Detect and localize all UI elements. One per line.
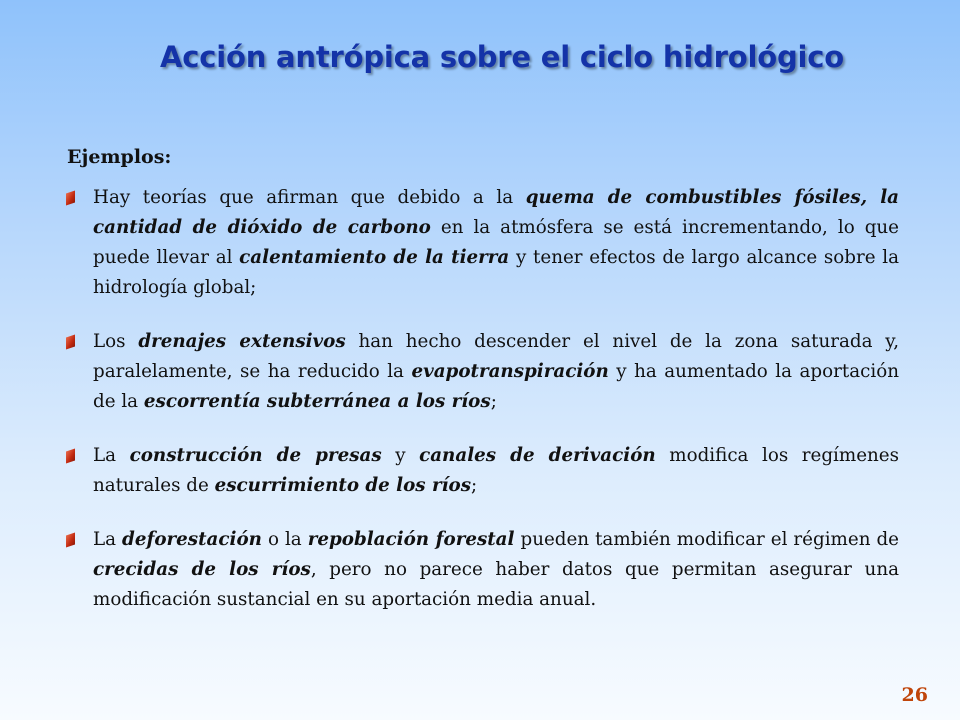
plain-text: ; xyxy=(490,391,497,412)
plain-text: ; xyxy=(471,475,478,496)
emphasis-text: repoblación forestal xyxy=(307,529,515,550)
bullet-item xyxy=(66,441,899,501)
emphasis-text: deforestación xyxy=(122,529,262,550)
emphasis-text: evapotranspiración xyxy=(411,361,609,382)
plain-text: , pero no parece haber datos que permitan asegurar una modificación sustancial en su aportación media anual. xyxy=(93,559,899,610)
emphasis-text: crecidas de los ríos xyxy=(93,559,311,580)
bullet-text xyxy=(93,183,899,303)
plain-text: modifica los regímenes naturales de xyxy=(93,445,900,496)
page-number: 26 xyxy=(901,684,928,706)
bullet-item xyxy=(66,183,899,303)
bullet-text xyxy=(93,327,899,417)
emphasis-text: calentamiento de la tierra xyxy=(239,247,510,268)
plain-text: y xyxy=(381,445,420,466)
plain-text: Los xyxy=(93,331,139,352)
plain-text: Hay teorías que afirman que debido a la xyxy=(93,187,526,208)
bullet-item xyxy=(66,327,899,417)
plain-text: La xyxy=(93,529,123,550)
slide-title xyxy=(0,40,960,74)
bullet-marker-icon xyxy=(66,191,75,206)
bullet-marker-icon xyxy=(66,449,75,464)
bullet-text xyxy=(93,441,899,501)
emphasis-text: quema de combustibles fósiles, la cantidad de dióxido de carbono xyxy=(93,187,899,238)
emphasis-text: construcción de presas xyxy=(129,445,382,466)
bullet-item xyxy=(66,525,899,615)
bullet-marker-icon xyxy=(66,533,75,548)
emphasis-text: escorrentía subterránea a los ríos xyxy=(143,391,491,412)
plain-text: y ha aumentado la aportación de la xyxy=(93,361,899,412)
bullet-marker-icon xyxy=(66,335,75,350)
examples-heading: Ejemplos: xyxy=(67,146,172,168)
slide-title-text: Acción antrópica sobre el ciclo hidrológico xyxy=(160,40,844,74)
emphasis-text: escurrimiento de los ríos xyxy=(214,475,472,496)
plain-text: pueden también modificar el régimen de xyxy=(514,529,899,550)
plain-text: o la xyxy=(261,529,308,550)
plain-text: en la atmósfera se está incrementando, lo que puede llevar al xyxy=(93,217,899,268)
plain-text: han hecho descender el nivel de la zona saturada y, paralelamente, se ha reducido la xyxy=(93,331,900,382)
emphasis-text: canales de derivación xyxy=(419,445,656,466)
plain-text: La xyxy=(93,445,130,466)
bullet-list xyxy=(66,183,899,639)
plain-text: y tener efectos de largo alcance sobre la hidrología global; xyxy=(93,247,899,298)
bullet-text xyxy=(93,525,899,615)
emphasis-text: drenajes extensivos xyxy=(138,331,346,352)
